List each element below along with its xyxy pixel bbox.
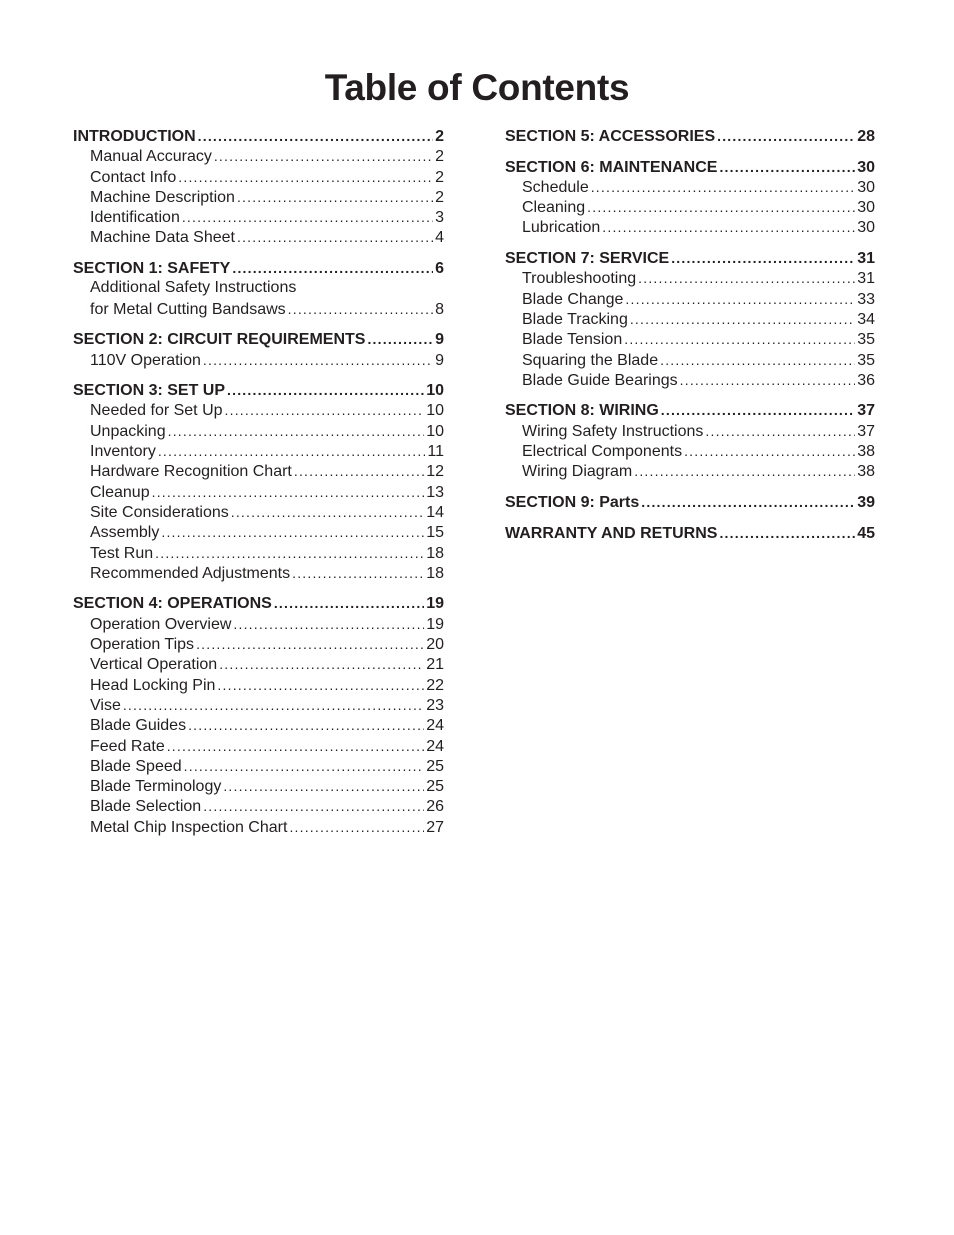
section-title: SECTION 7: SERVICE bbox=[505, 250, 670, 268]
dot-leader bbox=[196, 634, 424, 654]
toc-entry-recommended-adjustments[interactable] bbox=[73, 563, 444, 583]
page-number: 25 bbox=[426, 757, 444, 775]
page-number: 2 bbox=[435, 128, 444, 145]
entry-title: Schedule bbox=[522, 178, 589, 196]
toc-entry-hardware-recognition-chart[interactable] bbox=[73, 461, 444, 481]
dot-leader bbox=[719, 523, 855, 543]
toc-entry-blade-terminology[interactable] bbox=[73, 776, 444, 796]
dot-leader bbox=[367, 329, 433, 349]
section-title: SECTION 8: WIRING bbox=[505, 402, 659, 420]
toc-entry-contact-info[interactable] bbox=[73, 167, 444, 187]
entry-title: Inventory bbox=[90, 443, 156, 461]
dot-leader bbox=[203, 796, 424, 816]
dot-leader bbox=[178, 167, 433, 187]
page-number: 21 bbox=[426, 656, 444, 674]
page-number: 26 bbox=[426, 798, 444, 816]
entry-title: Feed Rate bbox=[90, 737, 165, 755]
dot-leader bbox=[184, 756, 425, 776]
dot-leader bbox=[638, 268, 855, 288]
dot-leader bbox=[717, 126, 855, 146]
entry-title: Additional Safety Instructions bbox=[90, 279, 297, 297]
dot-leader bbox=[274, 593, 424, 613]
dot-leader bbox=[158, 441, 426, 461]
page-number: 30 bbox=[857, 158, 875, 176]
entry-title: Blade Speed bbox=[90, 757, 182, 775]
page-number: 36 bbox=[857, 371, 875, 389]
section-title: SECTION 5: ACCESSORIES bbox=[505, 128, 716, 145]
page-number: 8 bbox=[435, 300, 444, 318]
toc-entry-schedule[interactable] bbox=[505, 177, 875, 197]
page-number: 27 bbox=[426, 818, 444, 836]
page-number: 38 bbox=[857, 443, 875, 461]
dot-leader bbox=[634, 461, 855, 481]
toc-entry-blade-guide-bearings[interactable] bbox=[505, 370, 875, 390]
dot-leader bbox=[630, 309, 855, 329]
page-number: 11 bbox=[427, 443, 444, 461]
dot-leader bbox=[625, 289, 855, 309]
dot-leader bbox=[237, 187, 433, 207]
entry-title: Hardware Recognition Chart bbox=[90, 463, 292, 481]
toc-entry-machine-description[interactable] bbox=[73, 187, 444, 207]
dot-leader bbox=[227, 380, 424, 400]
dot-leader bbox=[152, 482, 425, 502]
toc-entry-additional-safety-instructions[interactable] bbox=[73, 278, 444, 298]
toc-section bbox=[505, 126, 875, 146]
page-number: 10 bbox=[426, 402, 444, 420]
page-number: 35 bbox=[857, 351, 875, 369]
dot-leader bbox=[587, 197, 855, 217]
section-title: SECTION 1: SAFETY bbox=[73, 260, 231, 278]
toc-section-heading-section-6-maintenance[interactable] bbox=[505, 157, 875, 177]
entry-title: Vise bbox=[90, 696, 121, 714]
dot-leader bbox=[182, 207, 433, 227]
entry-title: 110V Operation bbox=[90, 351, 201, 369]
entry-title: Machine Description bbox=[90, 188, 235, 206]
toc-entry-blade-tracking[interactable] bbox=[505, 309, 875, 329]
toc-section bbox=[73, 380, 444, 583]
dot-leader bbox=[602, 217, 855, 237]
toc-entry-site-considerations[interactable] bbox=[73, 502, 444, 522]
entry-title: Cleaning bbox=[522, 199, 586, 217]
entry-title: Blade Guide Bearings bbox=[522, 371, 678, 389]
toc-entry-cleaning[interactable] bbox=[505, 197, 875, 217]
page-number: 10 bbox=[426, 382, 444, 400]
page-title: Table of Contents bbox=[324, 67, 630, 108]
page-number: 39 bbox=[857, 493, 875, 511]
entry-title: Troubleshooting bbox=[522, 270, 637, 288]
entry-title: Machine Data Sheet bbox=[90, 229, 235, 247]
toc-entry-head-locking-pin[interactable] bbox=[73, 675, 444, 695]
entry-title: Head Locking Pin bbox=[90, 676, 216, 694]
toc-entry-blade-guides[interactable] bbox=[73, 715, 444, 735]
entry-title: Test Run bbox=[90, 544, 154, 562]
toc-entry-test-run[interactable] bbox=[73, 543, 444, 563]
toc-entry-metal-chip-inspection-chart[interactable] bbox=[73, 817, 444, 837]
dot-leader bbox=[198, 126, 433, 146]
dot-leader bbox=[233, 614, 424, 634]
page-number: 19 bbox=[426, 615, 444, 633]
toc-section bbox=[505, 157, 875, 238]
entry-title: Unpacking bbox=[90, 422, 166, 440]
dot-leader bbox=[188, 715, 424, 735]
toc-entry-feed-rate[interactable] bbox=[73, 736, 444, 756]
page-number: 9 bbox=[435, 351, 444, 369]
page-number: 18 bbox=[426, 544, 444, 562]
dot-leader bbox=[624, 329, 855, 349]
page-number: 20 bbox=[426, 636, 444, 654]
toc-section-heading-section-9-parts[interactable] bbox=[505, 492, 875, 512]
section-title: INTRODUCTION bbox=[73, 128, 196, 145]
entry-title: Needed for Set Up bbox=[90, 402, 223, 420]
toc-entry-blade-change[interactable] bbox=[505, 289, 875, 309]
section-title: SECTION 3: SET UP bbox=[73, 382, 226, 400]
dot-leader bbox=[684, 441, 855, 461]
entry-title: Identification bbox=[90, 209, 180, 227]
toc-section-heading-section-7-service[interactable] bbox=[505, 248, 875, 268]
page-number: 12 bbox=[426, 463, 444, 481]
toc-section bbox=[73, 329, 444, 370]
entry-title: Blade Tracking bbox=[522, 310, 628, 328]
toc-section bbox=[73, 126, 444, 248]
entry-title: Blade Change bbox=[522, 290, 624, 308]
dot-leader bbox=[289, 817, 424, 837]
section-title: SECTION 2: CIRCUIT REQUIREMENTS bbox=[73, 331, 366, 349]
toc-entry-unpacking[interactable] bbox=[73, 421, 444, 441]
page-number: 37 bbox=[857, 422, 875, 440]
page-number: 24 bbox=[426, 717, 444, 735]
toc-section-heading-introduction[interactable] bbox=[73, 126, 444, 146]
toc-section bbox=[73, 593, 444, 837]
entry-title: Manual Accuracy bbox=[90, 148, 212, 166]
page-number: 34 bbox=[857, 310, 875, 328]
toc-section-heading-warranty-and-returns[interactable] bbox=[505, 523, 875, 543]
dot-leader bbox=[225, 400, 425, 420]
dot-leader bbox=[294, 461, 424, 481]
page-number: 38 bbox=[857, 463, 875, 481]
dot-leader bbox=[223, 776, 424, 796]
toc-section-heading-section-4-operations[interactable] bbox=[73, 593, 444, 613]
entry-title: Electrical Components bbox=[522, 443, 683, 461]
page-number: 15 bbox=[426, 524, 444, 542]
toc-entry-machine-data-sheet[interactable] bbox=[73, 227, 444, 247]
page-number: 30 bbox=[857, 219, 875, 237]
entry-title: Contact Info bbox=[90, 168, 177, 186]
entry-title: Site Considerations bbox=[90, 503, 229, 521]
toc-entry-wiring-safety-instructions[interactable] bbox=[505, 421, 875, 441]
page-number: 2 bbox=[435, 148, 444, 166]
dot-leader bbox=[671, 248, 855, 268]
page-number: 4 bbox=[435, 229, 444, 247]
dot-leader bbox=[161, 522, 424, 542]
dot-leader bbox=[719, 157, 855, 177]
dot-leader bbox=[680, 370, 856, 390]
toc-section bbox=[505, 400, 875, 481]
toc-entry-needed-for-set-up[interactable] bbox=[73, 400, 444, 420]
page-number: 37 bbox=[857, 402, 875, 420]
dot-leader bbox=[231, 502, 424, 522]
dot-leader bbox=[167, 736, 424, 756]
entry-title: Operation Overview bbox=[90, 615, 232, 633]
page-number: 14 bbox=[426, 503, 444, 521]
toc-entry-troubleshooting[interactable] bbox=[505, 268, 875, 288]
entry-title: Wiring Safety Instructions bbox=[522, 422, 704, 440]
page-number: 9 bbox=[435, 331, 444, 349]
page-number: 30 bbox=[857, 199, 875, 217]
page-number: 23 bbox=[426, 696, 444, 714]
page-number: 19 bbox=[426, 595, 444, 613]
page-number: 28 bbox=[857, 128, 875, 145]
entry-title: for Metal Cutting Bandsaws bbox=[90, 300, 286, 318]
toc-section-heading-section-2-circuit-requirements[interactable] bbox=[73, 329, 444, 349]
toc-entry-electrical-components[interactable] bbox=[505, 441, 875, 461]
entry-title: Wiring Diagram bbox=[522, 463, 633, 481]
entry-title: Lubrication bbox=[522, 219, 601, 237]
entry-title: Metal Chip Inspection Chart bbox=[90, 818, 288, 836]
toc-section-heading-section-8-wiring[interactable] bbox=[505, 400, 875, 420]
dot-leader bbox=[217, 675, 424, 695]
section-title: SECTION 6: MAINTENANCE bbox=[505, 158, 718, 176]
dot-leader bbox=[641, 492, 855, 512]
toc-entry-cleanup[interactable] bbox=[73, 482, 444, 502]
toc-section bbox=[505, 492, 875, 512]
dot-leader bbox=[705, 421, 855, 441]
toc-section bbox=[505, 523, 875, 543]
toc-entry-110v-operation[interactable] bbox=[73, 350, 444, 370]
entry-title: Operation Tips bbox=[90, 636, 195, 654]
entry-title: Blade Tension bbox=[522, 331, 623, 349]
page-number: 31 bbox=[857, 250, 875, 268]
toc-entry-vise[interactable] bbox=[73, 695, 444, 715]
page-number: 13 bbox=[426, 483, 444, 501]
page-number: 30 bbox=[857, 178, 875, 196]
toc-entry-operation-overview[interactable] bbox=[73, 614, 444, 634]
section-title: SECTION 4: OPERATIONS bbox=[73, 595, 272, 613]
dot-leader bbox=[219, 654, 424, 674]
dot-leader bbox=[661, 400, 855, 420]
page-number: 2 bbox=[435, 188, 444, 206]
dot-leader bbox=[155, 543, 424, 563]
page-number: 33 bbox=[857, 290, 875, 308]
section-title: SECTION 9: Parts bbox=[505, 493, 640, 511]
entry-title: Vertical Operation bbox=[90, 656, 218, 674]
toc-entry-identification[interactable] bbox=[73, 207, 444, 227]
entry-title: Blade Terminology bbox=[90, 778, 222, 796]
toc-entry-inventory[interactable] bbox=[73, 441, 444, 461]
dot-leader bbox=[123, 695, 424, 715]
page-number: 3 bbox=[435, 209, 444, 227]
page-number: 10 bbox=[426, 422, 444, 440]
page-number: 35 bbox=[857, 331, 875, 349]
dot-leader bbox=[214, 146, 433, 166]
dot-leader bbox=[203, 350, 433, 370]
dot-leader bbox=[168, 421, 425, 441]
page-number: 2 bbox=[435, 168, 444, 186]
entry-title: Cleanup bbox=[90, 483, 150, 501]
page-number: 18 bbox=[426, 564, 444, 582]
page-number: 24 bbox=[426, 737, 444, 755]
toc-section bbox=[73, 258, 444, 319]
entry-title: Recommended Adjustments bbox=[90, 564, 291, 582]
toc-entry-blade-selection[interactable] bbox=[73, 796, 444, 816]
dot-leader bbox=[237, 227, 433, 247]
page-number: 25 bbox=[426, 778, 444, 796]
entry-title: Squaring the Blade bbox=[522, 351, 659, 369]
toc-entry-lubrication[interactable] bbox=[505, 217, 875, 237]
toc-entry-operation-tips[interactable] bbox=[73, 634, 444, 654]
dot-leader bbox=[660, 350, 855, 370]
toc-column-right bbox=[505, 126, 875, 553]
toc-section-heading-section-5-accessories[interactable] bbox=[505, 126, 875, 146]
entry-title: Assembly bbox=[90, 524, 160, 542]
entry-title: Blade Selection bbox=[90, 798, 202, 816]
toc-entry-wiring-diagram[interactable] bbox=[505, 461, 875, 481]
dot-leader bbox=[288, 299, 433, 319]
toc-entry-manual-accuracy[interactable] bbox=[73, 146, 444, 166]
page-number: 6 bbox=[435, 260, 444, 278]
page-number: 31 bbox=[857, 270, 875, 288]
entry-title: Blade Guides bbox=[90, 717, 187, 735]
toc-entry-blade-tension[interactable] bbox=[505, 329, 875, 349]
toc-section-heading-section-1-safety[interactable] bbox=[73, 258, 444, 278]
toc-section-heading-section-3-set-up[interactable] bbox=[73, 380, 444, 400]
toc-column-left bbox=[73, 126, 444, 847]
toc-entry-blade-speed[interactable] bbox=[73, 756, 444, 776]
dot-leader bbox=[292, 563, 424, 583]
dot-leader bbox=[232, 258, 433, 278]
page-number: 22 bbox=[426, 676, 444, 694]
toc-entry-for-metal-cutting-bandsaws[interactable] bbox=[73, 299, 444, 319]
toc-entry-squaring-the-blade[interactable] bbox=[505, 350, 875, 370]
toc-entry-assembly[interactable] bbox=[73, 522, 444, 542]
toc-section bbox=[505, 248, 875, 390]
toc-entry-vertical-operation[interactable] bbox=[73, 654, 444, 674]
dot-leader bbox=[591, 177, 855, 197]
section-title: WARRANTY AND RETURNS bbox=[505, 524, 718, 542]
page-number: 45 bbox=[857, 524, 875, 542]
